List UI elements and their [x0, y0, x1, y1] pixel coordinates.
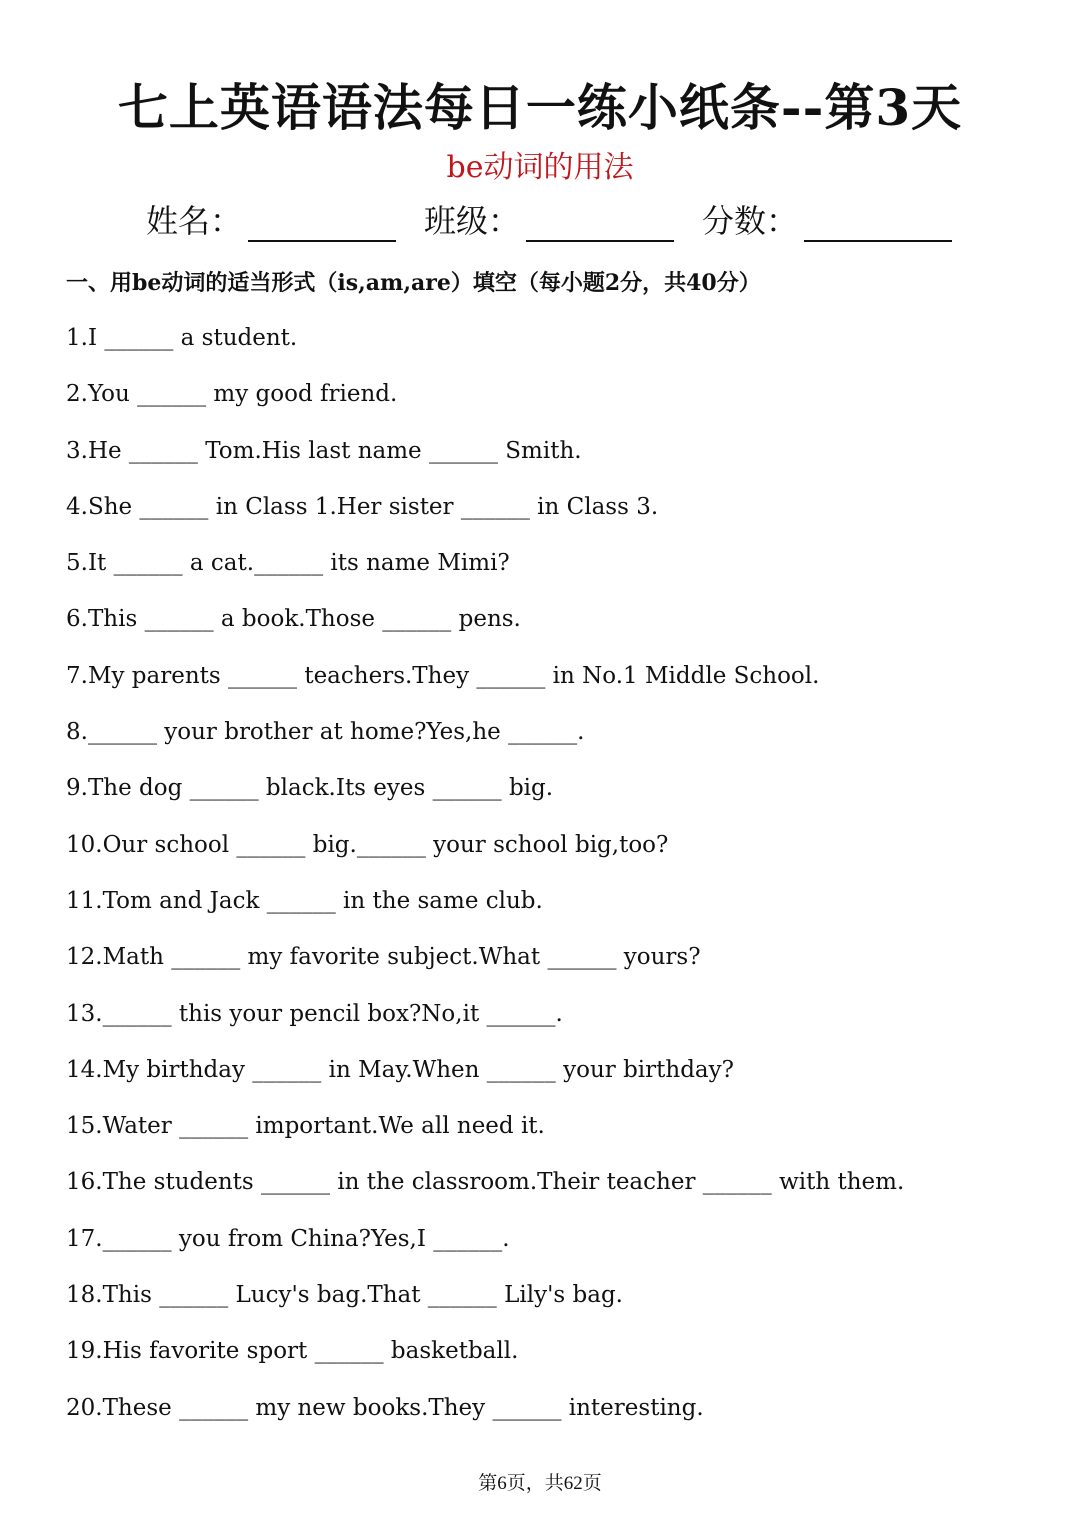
class-field — [424, 196, 674, 242]
class-label: 班级： — [424, 202, 521, 240]
score-field — [702, 196, 952, 242]
question-item: 8.______ your brother at home?Yes,he ______. — [66, 719, 585, 746]
question-item: 11.Tom and Jack ______ in the same club. — [66, 887, 543, 914]
name-label: 姓名： — [146, 202, 243, 240]
class-blank-line[interactable] — [526, 206, 674, 242]
question-item: 7.My parents ______ teachers.They ______ in No.1 Middle School. — [66, 662, 820, 689]
question-item: 5.It ______ a cat.______ its name Mimi? — [66, 550, 510, 577]
question-item: 13.______ this your pencil box?No,it ______. — [66, 1000, 563, 1027]
question-list — [66, 318, 904, 1444]
page-title: 七上英语语法每日一练小纸条--第3天 — [117, 78, 963, 137]
question-item: 1.I ______ a student. — [66, 325, 298, 351]
student-info-row — [146, 194, 952, 242]
question-item: 9.The dog ______ black.Its eyes ______ big. — [66, 775, 554, 802]
name-blank-line[interactable] — [248, 206, 396, 242]
section-heading: 一、用be动词的适当形式（is,am,are）填空（每小题2分，共40分） — [66, 270, 761, 296]
score-blank-line[interactable] — [804, 206, 952, 242]
question-item: 14.My birthday ______ in May.When ______ your birthday? — [66, 1056, 734, 1083]
question-item: 15.Water ______ important.We all need it. — [66, 1113, 545, 1140]
question-item: 19.His favorite sport ______ basketball. — [66, 1338, 519, 1365]
question-item: 6.This ______ a book.Those ______ pens. — [66, 606, 521, 633]
question-item: 17.______ you from China?Yes,I ______. — [66, 1225, 510, 1252]
question-item: 4.She ______ in Class 1.Her sister ______ in Class 3. — [66, 493, 659, 520]
question-item: 20.These ______ my new books.They ______ interesting. — [66, 1394, 704, 1421]
question-item: 12.Math ______ my favorite subject.What ______ yours? — [66, 944, 701, 971]
question-item: 18.This ______ Lucy's bag.That ______ Lily's bag. — [66, 1282, 623, 1309]
question-item: 10.Our school ______ big.______ your school big,too? — [66, 831, 669, 858]
question-item: 16.The students ______ in the classroom.Their teacher ______ with them. — [66, 1169, 905, 1196]
page-subtitle: be动词的用法 — [446, 150, 634, 185]
question-item: 2.You ______ my good friend. — [66, 381, 398, 408]
score-label: 分数： — [702, 202, 799, 240]
page-number-footer: 第6页，共62页 — [478, 1473, 602, 1494]
name-field — [146, 196, 396, 242]
question-item: 3.He ______ Tom.His last name ______ Smith. — [66, 437, 582, 464]
